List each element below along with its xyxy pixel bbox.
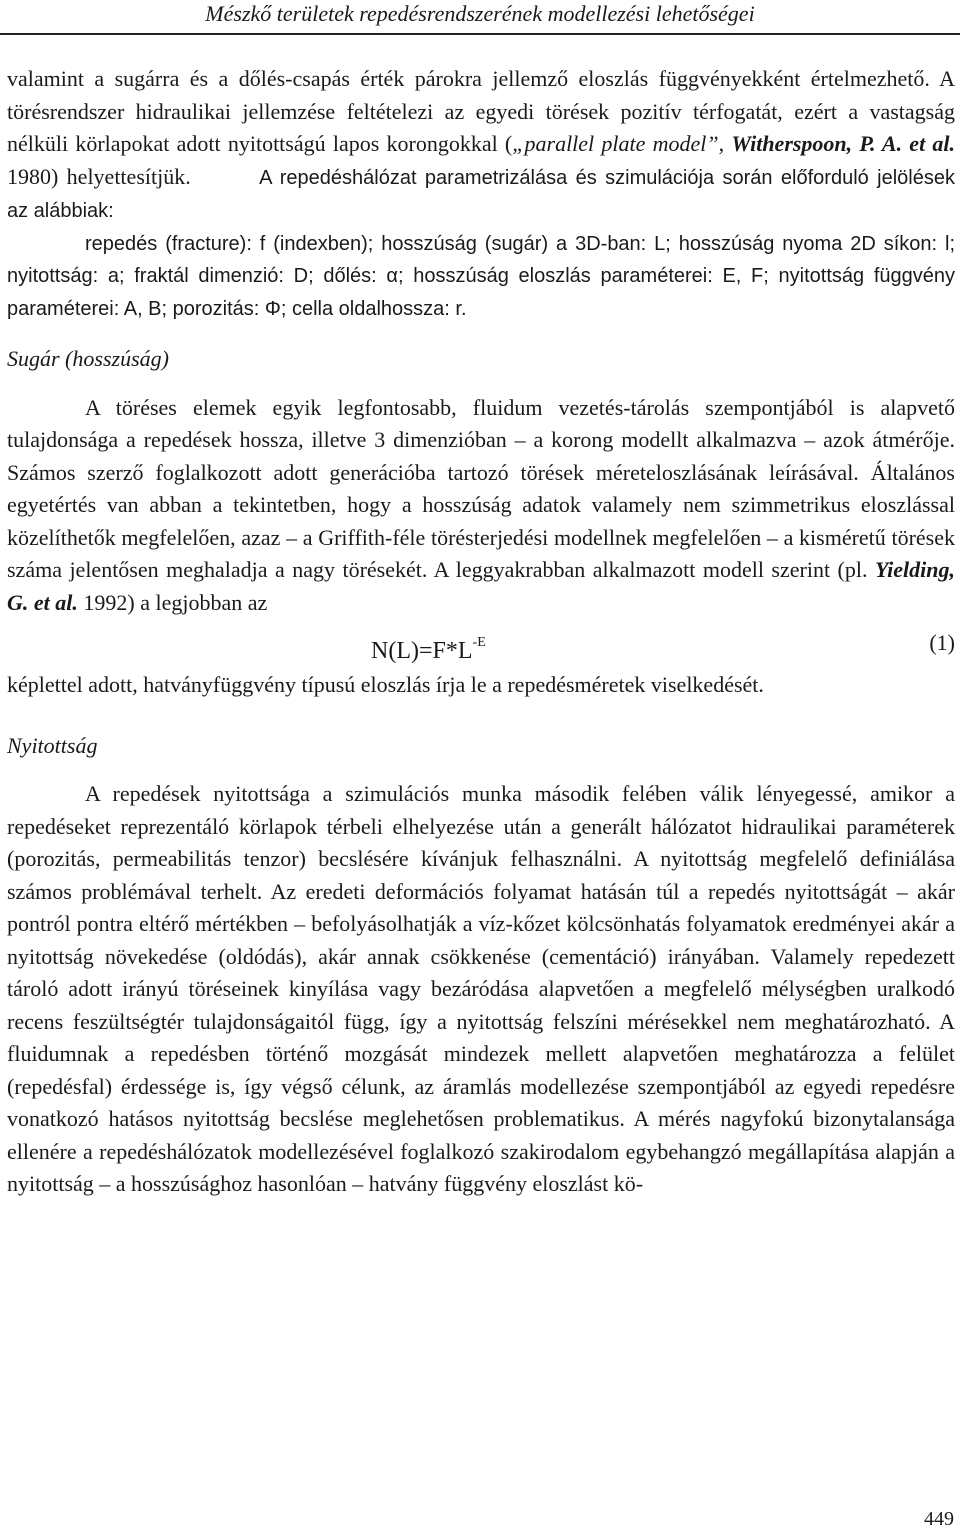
heading-length: Sugár (hosszúság) (7, 346, 169, 371)
aperture-paragraph: A repedések nyitottsága a szimulációs munka második felében válik lényegessé, amikor a repedéseket reprezentáló körlapok térbeli elhelyezése után a generált hálózatot hidraulikai paraméterek (porozitás, permeabilitás tenzor) becslésére kívánjuk felhasználni. A nyitottság megfelelő definiálása számos problémával terhelt. Az eredeti deformációs folyamat hatásán túl a repedés nyitottságát – akár pontról pontra eltérő mértékben – befolyásolhatják a víz-kőzet kölcsönhatás folyamatok eredményei akár a nyitottság növekedése (oldódás), akár annak csökkenése (cementáció) irányában. Valamely repedezett tároló adott irányú töréseinek kinyílása vagy bezáródása alapvetően a megfelelő mélységben uralkodó recens feszültségtér tulajdonságaitól függ, így a nyitottság felszíni mérésekkel nem meghatározható. A fluidumnak a repedésben történő mozgását mindezek mellett alapvetően meghatározza a felület (repedésfal) érdessége is, így végső célunk, az áramlás modellezése szempontjából az egyedi repedésre vonatkozó hatásos nyitottság becslése meglehetősen problematikus. A mérés nagyfokú bizonytalansága ellenére a repedéshálózatok modellezésével foglalkozó szakirodalom egybehangzó megállapítása alapján a nyitottság – a hosszúsághoz hasonlóan – hatvány függvény eloszlást kö- (7, 781, 955, 1196)
model-name: „parallel plate model” (512, 131, 719, 156)
intro-text-1: valamint a sugárra és a dőlés-csapás érték párokra jellemző eloszlás függvényekként értelmezhető. A törésrendszer hidraulikai jellemzése feltételezi az egyedi törések pozitív térfogatát, ezért a vastagság nélküli körlapokat adott nyitottságú lapos korongokkal ( (7, 66, 955, 156)
notation-intro: A repedéshálózat parametrizálása és szimulációja során előforduló jelölések az alábbiak: (7, 166, 955, 222)
notation-paragraph: repedés (fracture): f (indexben); hosszúság (sugár) a 3D-ban: L; hosszúság nyoma 2D síkon: l; nyitottság: a; fraktál dimenzió: D; dőlés: α; hosszúság eloszlás paraméterei: E, F; nyitottság függvény paraméterei: A, B; porozitás: Φ; cella oldalhossza: r. (7, 232, 955, 320)
heading-aperture: Nyitottság (7, 732, 98, 758)
running-header: Mészkő területek repedésrendszerének modellezési lehetőségei (205, 1, 755, 26)
formula-base: N(L)=F*L (371, 638, 473, 664)
formula-1 (7, 623, 955, 667)
formula-caption-paragraph: képlettel adott, hatványfüggvény típusú eloszlás írja le a repedésméretek viselkedését. (7, 672, 764, 697)
page-body (7, 63, 955, 1201)
spacer (7, 702, 955, 712)
length-text: A töréses elemek egyik legfontosabb, fluidum vezetés-tárolás szempontjából is alapvető tulajdonsága a repedések hossza, illetve 3 dimenzióban – a korong modellt alkalmazva – azok átmérője. Számos szerző foglalkozott adott generációba tartozó törések méreteloszlásának leírásával. Általános egyetértés van abban a tekintetben, hogy a hosszúság adatok valamely nem szimmetrikus eloszlással közelíthetők megfelelően, azaz – a Griffith-féle törésterjedési modellnek megfelelően – a kisméretű törések száma jelentősen meghaladja a nagy törésekét. A leggyakrabban alkalmazott modell szerint (pl. (7, 394, 955, 582)
intro-paragraph (7, 63, 955, 228)
header-rule (0, 33, 960, 35)
length-text-end: 1992) a legjobban az (77, 589, 268, 615)
formula-number: (1) (929, 630, 955, 655)
length-paragraph (7, 392, 955, 620)
citation-witherspoon: Witherspoon, P. A. et al. (731, 131, 956, 156)
formula-exponent: -E (472, 635, 486, 650)
page-number: 449 (924, 1508, 954, 1530)
citation-yielding: Yielding, G. et al. (7, 557, 955, 615)
intro-text-2: , (718, 131, 732, 156)
formula-expression (371, 627, 486, 668)
intro-text-3: 1980) helyettesítjük. (7, 163, 191, 189)
